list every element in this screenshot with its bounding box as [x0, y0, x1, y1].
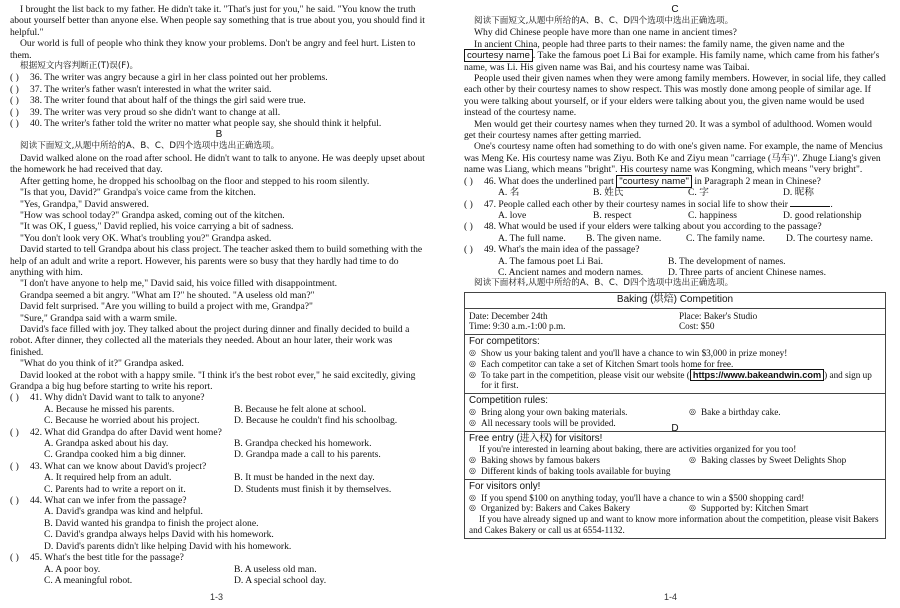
option-a[interactable]: A. Because he missed his parents.: [44, 403, 175, 415]
passage-paragraph: "You don't look very OK. What's troubling you?" Grandpa asked.: [20, 232, 272, 244]
question-stem: 43. What can we know about David's project?: [30, 460, 207, 472]
option-b[interactable]: B. It must be handed in the next day.: [234, 472, 375, 484]
option-b[interactable]: B. Because he felt alone at school.: [234, 403, 367, 415]
list-item: Baking classes by Sweet Delights Shop: [701, 455, 847, 466]
tf-question: 40. The writer's father told the writer no matter what people say, she should think it helpful.: [30, 118, 382, 130]
passage-paragraph: After getting home, he dropped his schoolbag on the floor and stepped to his room silently.: [20, 175, 370, 187]
option-a[interactable]: A. love: [498, 209, 527, 221]
option-d[interactable]: D. Because he couldn't find his schoolbag.: [234, 415, 398, 427]
passage-paragraph: "How was school today?" Grandpa asked, coming out of the kitchen.: [20, 209, 285, 221]
question-stem: 44. What can we infer from the passage?: [30, 495, 187, 507]
b-passage: [10, 153, 428, 393]
answer-blank[interactable]: ( ): [10, 426, 19, 438]
option-c[interactable]: C. 字: [688, 187, 709, 199]
option-c[interactable]: C. Grandpa cooked him a big dinner.: [44, 449, 186, 461]
passage-paragraph: David looked at the robot with a happy smile. "I think it's the best robot ever," he said excitedly, giving Grandpa a big hug before starting to write his report.: [10, 369, 416, 392]
answer-blank[interactable]: ( ): [464, 198, 473, 210]
question-47: [464, 199, 886, 222]
option-b[interactable]: B. The given name.: [586, 232, 662, 244]
section-letter-b: B: [215, 129, 223, 141]
bullet-icon: ◎: [689, 503, 696, 513]
passage-paragraph: David walked alone on the road after school. He didn't want to talk to anyone. He was deeply upset about the homework he had received that day.: [10, 152, 425, 176]
text-run: . Take the famous poet Li Bai for example. His family name, which came from his father's name, was Li. His given name was Bai, and his courtesy name was Taibai.: [464, 50, 880, 73]
list-item: All necessary tools will be provided.: [481, 417, 616, 428]
option-a[interactable]: A. David's grandpa was kind and helpful.: [44, 506, 203, 518]
bullet-icon: ◎: [469, 347, 476, 357]
left-page: [10, 4, 428, 586]
event-date: Date: December 24th: [469, 310, 548, 321]
question-stem: 41. Why didn't David want to talk to anyone?: [30, 392, 205, 404]
passage-paragraph: One's courtesy name often had something to do with one's given name. For example, the name of Mencius was Meng Ke. His courtesy name was Ziyu. Both Ke and Ziyu mean "carriage (马车)". Zhuge Liang's given name was Liang, which means "bright". His courtesy name was Kongming, which means "very bright".: [464, 141, 883, 176]
passage-paragraph: "Yes, Grandpa," David answered.: [20, 198, 149, 210]
option-a[interactable]: A. It required help from an adult.: [44, 472, 172, 484]
option-d[interactable]: D. The courtesy name.: [786, 232, 873, 244]
option-b[interactable]: B. The development of names.: [668, 255, 786, 267]
question-49: [464, 244, 886, 278]
option-d[interactable]: D. Students must finish it by themselves.: [234, 483, 392, 495]
passage-paragraph: David started to tell Grandpa about his class project. The teacher asked them to build something with the help of an adult and write a report. However, his parents were so busy that they hardly had time to do anything with him.: [10, 244, 423, 278]
question-stem: 45. What's the best title for the passage?: [30, 552, 184, 564]
text-run: In ancient China, people had three parts to their names: the family name, the given name and the: [474, 38, 845, 50]
option-b[interactable]: B. A useless old man.: [234, 563, 317, 575]
option-c[interactable]: C. A meaningful robot.: [44, 574, 133, 586]
answer-blank[interactable]: ( ): [10, 72, 19, 84]
option-d[interactable]: D. A special school day.: [234, 574, 327, 586]
c-instruction: 阅读下面短文,从题中所给的A、B、C、D四个选项中选出正确选项。: [474, 16, 734, 26]
passage-paragraph: David felt surprised. "Are you willing to build a project with me, Grandpa?": [20, 301, 313, 313]
option-c[interactable]: C. David's grandpa always helps David with his homework.: [44, 529, 274, 541]
question-stem: 48. What would be used if your elders were talking about you according to the passage?: [484, 221, 822, 233]
bullet-icon: ◎: [689, 455, 696, 465]
answer-blank[interactable]: ( ): [10, 106, 19, 118]
text-run: 46. What does the underlined part: [484, 175, 617, 187]
answer-blank[interactable]: ( ): [10, 83, 19, 95]
bullet-icon: ◎: [469, 406, 476, 416]
list-item: Show us your baking talent and you'll have a chance to win $3,000 in prize money!: [481, 347, 788, 358]
supporter: Supported by: Kitchen Smart: [701, 503, 809, 514]
section-heading: For visitors only!: [469, 480, 541, 492]
section-letter-d: D: [671, 422, 679, 434]
intro-paragraph-2: Our world is full of people who think they know your problems. Don't be angry and feel hurt. Listen to them.: [10, 38, 416, 61]
text-run: To take part in the competition, please visit our website (: [481, 369, 690, 380]
text-run: 47. People called each other by their courtesy names in social life to show their: [484, 198, 788, 210]
courtesy-name-boxed: "courtesy name": [616, 175, 692, 188]
question-43: [10, 461, 428, 495]
option-d[interactable]: D. David's parents didn't like helping David with his homework.: [44, 540, 292, 552]
poster-title: Baking (烘焙) Competition: [465, 293, 885, 309]
tf-question: 37. The writer's father wasn't interested in what the writer said.: [30, 83, 272, 95]
option-b[interactable]: B. David wanted his grandpa to finish the project alone.: [44, 517, 259, 529]
tf-questions: [10, 72, 428, 129]
event-time: Time: 9:30 a.m.-1:00 p.m.: [469, 321, 566, 332]
option-a[interactable]: A. The famous poet Li Bai.: [498, 255, 604, 267]
passage-paragraph: People used their given names when they were among family members. However, in social life, they called each other by their courtesy names to show respect. This was mostly done among people of similar age. If you were talking about yourself, or if your elders were talking about you, the given name would be used instead of the courtesy name.: [464, 73, 886, 119]
option-c[interactable]: C. The family name.: [686, 232, 765, 244]
question-48: [464, 221, 886, 244]
list-item: Bake a birthday cake.: [701, 406, 781, 417]
question-stem: 42. What did Grandpa do after David went home?: [30, 426, 222, 438]
list-item: Bring along your own baking materials.: [481, 406, 628, 417]
free-entry-intro: If you're interested in learning about baking, there are activities organized for you too!: [479, 444, 797, 455]
option-c[interactable]: C. Ancient names and modern names.: [498, 266, 644, 278]
tf-question: 39. The writer was very proud so she didn't want to change at all.: [30, 106, 281, 118]
option-c[interactable]: C. Parents had to write a report on it.: [44, 483, 186, 495]
competitors-section: [465, 335, 885, 394]
section-heading: Competition rules:: [469, 395, 548, 407]
answer-blank[interactable]: ( ): [464, 244, 473, 256]
bullet-icon: ◎: [469, 503, 476, 513]
passage-paragraph: "Is that you, David?" Grandpa's voice came from the kitchen.: [20, 187, 256, 199]
option-d[interactable]: D. good relationship: [783, 209, 862, 221]
bullet-icon: ◎: [469, 455, 476, 465]
right-page: [464, 4, 886, 539]
passage-paragraph: Why did Chinese people have more than one name in ancient times?: [474, 27, 737, 39]
question-41: [10, 392, 428, 426]
option-a[interactable]: A. 名: [498, 187, 520, 199]
answer-blank[interactable]: ( ): [10, 118, 19, 130]
b-instruction: 阅读下面短文,从题中所给的A、B、C、D四个选项中选出正确选项。: [20, 141, 280, 152]
tf-instruction: 根据短文内容判断正(T)误(F)。: [20, 61, 139, 72]
answer-blank[interactable]: ( ): [464, 221, 473, 233]
option-c[interactable]: C. happiness: [688, 209, 738, 221]
section-letter-c: C: [671, 4, 679, 15]
option-a[interactable]: A. A poor boy.: [44, 563, 101, 575]
question-44: [10, 495, 428, 552]
question-45: [10, 552, 428, 586]
option-d[interactable]: D. Grandpa made a call to his parents.: [234, 449, 381, 461]
list-item: Baking shows by famous bakers: [481, 455, 600, 466]
question-46: [464, 176, 886, 199]
closing-text: If you have already signed up and want to know more information about the competition, please visit Bakers and Cakes Bakery or call us at 6554-1132.: [469, 514, 879, 535]
answer-blank[interactable]: ( ): [10, 552, 19, 564]
event-place: Place: Baker's Studio: [679, 310, 758, 321]
bullet-icon: ◎: [469, 417, 476, 427]
passage-paragraph: "What do you think of it?" Grandpa asked.: [20, 358, 184, 370]
passage-paragraph: "It was OK, I guess," David replied, his voice carrying a bit of sadness.: [20, 221, 294, 233]
bullet-icon: ◎: [469, 465, 476, 475]
section-heading: For competitors:: [469, 336, 540, 348]
bullet-icon: ◎: [469, 492, 476, 502]
option-a[interactable]: A. The full name.: [498, 232, 566, 244]
page-number-left: 1-3: [210, 592, 224, 602]
question-42: [10, 427, 428, 461]
question-stem: 47. People called each other by their courtesy names in social life to show their .: [484, 198, 833, 210]
bullet-icon: ◎: [469, 358, 476, 368]
list-item: [481, 370, 881, 392]
question-stem: 49. What's the main idea of the passage?: [484, 244, 640, 256]
passage-paragraph: "I don't have anyone to help me," David said, his voice filled with disappointment.: [20, 278, 338, 290]
option-d[interactable]: D. 昵称: [783, 187, 814, 199]
list-item: If you spend $100 on anything today, you'll have a chance to win a $500 shopping card!: [481, 492, 805, 503]
option-b[interactable]: B. respect: [593, 209, 632, 221]
answer-blank[interactable]: ( ): [10, 460, 19, 472]
page-number-right: 1-4: [664, 592, 678, 602]
answer-blank[interactable]: ( ): [464, 175, 473, 187]
question-stem: [484, 176, 821, 187]
tf-question: 36. The writer was angry because a girl in her class pointed out her problems.: [30, 72, 328, 84]
passage-paragraph: Grandpa seemed a bit angry. "What am I?" he shouted. "A useless old man?": [20, 289, 315, 301]
section-heading: Free entry (进入权) for visitors!: [469, 432, 603, 444]
option-c[interactable]: C. Because he worried about his project.: [44, 415, 200, 427]
intro-paragraph-1: I brought the list back to my father. He didn't take it. "That's just for you," he said. "You know the truth about yourself better than anyone else. When people say something that is true about you, you should find it helpful.": [10, 4, 425, 38]
bullet-icon: ◎: [689, 406, 696, 416]
passage-paragraph: [464, 39, 886, 73]
d-instruction: 阅读下面材料,从题中所给的A、B、C、D四个选项中选出正确选项。: [474, 278, 734, 289]
tf-question: 38. The writer found that about half of the things the girl said were true.: [30, 95, 306, 107]
courtesy-name-underlined: courtesy name: [464, 49, 533, 62]
answer-blank[interactable]: ( ): [10, 95, 19, 107]
option-b[interactable]: B. Grandpa checked his homework.: [234, 438, 372, 450]
organizer: Organized by: Bakers and Cakes Bakery: [481, 503, 631, 514]
option-d[interactable]: D. Three parts of ancient Chinese names.: [668, 266, 827, 278]
answer-blank[interactable]: ( ): [10, 392, 19, 404]
text-run: in Paragraph 2 mean in Chinese?: [691, 175, 821, 187]
bullet-icon: ◎: [469, 369, 476, 379]
option-a[interactable]: A. Grandpa asked about his day.: [44, 438, 169, 450]
text-run: ) and sign up for it first.: [481, 369, 872, 391]
website-link[interactable]: https://www.bakeandwin.com: [690, 369, 824, 381]
event-details: [465, 309, 885, 336]
visitors-section: [465, 480, 885, 538]
passage-paragraph: David's face filled with joy. They talked about the project during dinner and finally decided to build a robot. After dinner, they collected all the materials they needed. About an hour later, their work was finished.: [10, 323, 410, 358]
baking-competition-poster: [464, 292, 886, 539]
list-item: Each competitor can take a set of Kitchen Smart tools home for free.: [481, 358, 734, 369]
list-item: Different kinds of baking tools available for buying: [481, 465, 671, 476]
answer-blank[interactable]: ( ): [10, 495, 19, 507]
passage-paragraph: "Sure," Grandpa said with a warm smile.: [20, 312, 178, 324]
passage-paragraph: Men would get their courtesy names when they turned 20. It was a symbol of adulthood. Women would get their courtesy names after getting married.: [464, 118, 872, 142]
option-b[interactable]: B. 姓氏: [593, 187, 624, 199]
fill-blank: [790, 206, 830, 207]
event-cost: Cost: $50: [679, 321, 715, 332]
